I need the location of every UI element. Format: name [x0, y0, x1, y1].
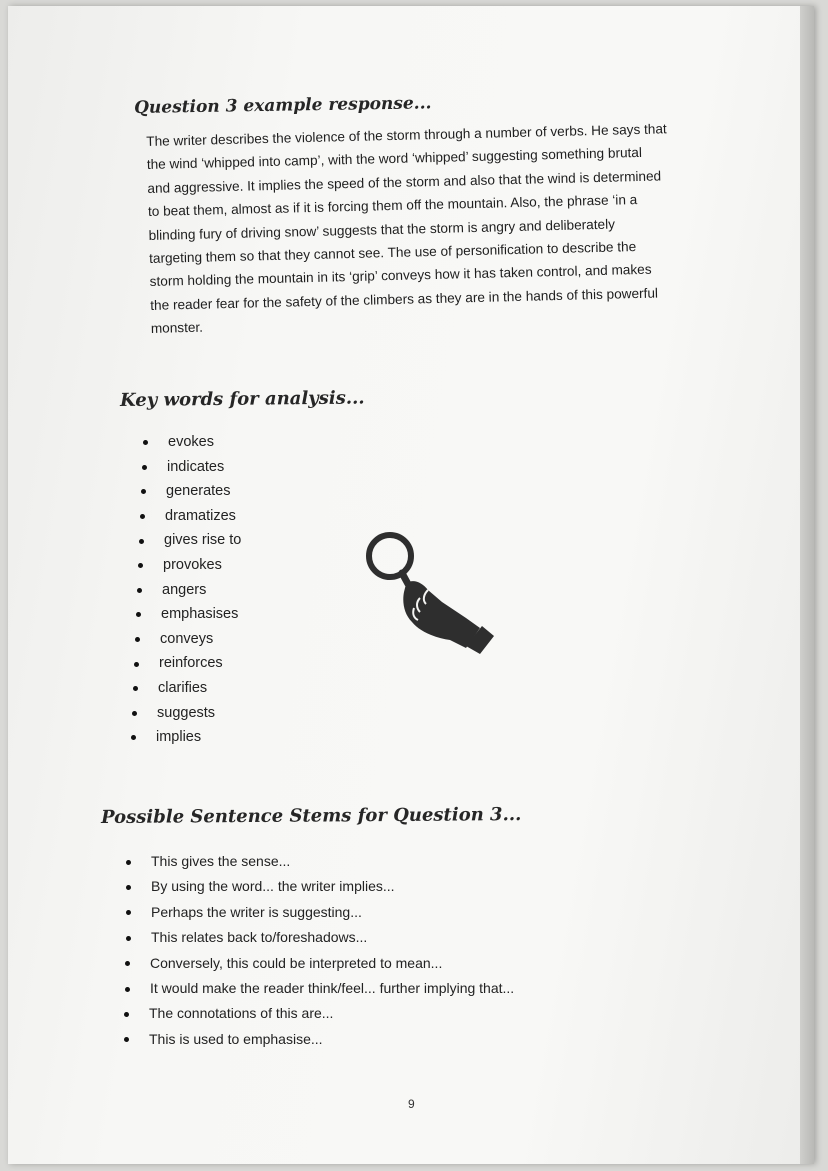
key-words-heading: Key words for analysis...: [120, 387, 365, 411]
sentence-stem-item: The connotations of this are...: [149, 1001, 514, 1026]
sentence-stem-item: Perhaps the writer is suggesting...: [151, 900, 514, 925]
sentence-stem-item: This is used to emphasise...: [149, 1027, 514, 1052]
sentence-stem-item: By using the word... the writer implies...: [151, 874, 514, 899]
page-number: 9: [408, 1097, 415, 1111]
worksheet-page: [8, 6, 814, 1164]
sentence-stems-heading: Possible Sentence Stems for Question 3...: [101, 804, 522, 828]
example-response-paragraph: [146, 115, 763, 341]
key-word-item: reinforces: [159, 651, 241, 676]
key-word-item: dramatizes: [165, 504, 241, 529]
page-edge-shadow: [800, 6, 814, 1164]
key-word-item: conveys: [160, 627, 241, 652]
key-word-item: emphasises: [161, 602, 241, 627]
paragraph-line: The writer describes the violence of the storm through a number of verbs. He says that: [146, 121, 667, 149]
key-word-item: implies: [156, 725, 241, 750]
sentence-stem-item: Conversely, this could be interpreted to mean...: [150, 951, 514, 976]
sentence-stem-item: It would make the reader think/feel... further implying that...: [150, 976, 514, 1001]
key-word-item: indicates: [167, 455, 241, 480]
paragraph-line: monster.: [150, 319, 204, 337]
paragraph-line: storm holding the mountain in its ‘grip’ conveys how it has taken control, and makes: [149, 262, 652, 290]
sentence-stem-item: This gives the sense...: [151, 849, 514, 874]
key-word-item: evokes: [168, 430, 241, 455]
paragraph-line: blinding fury of driving snow’ suggests that the storm is angry and deliberately: [148, 216, 616, 243]
sentence-stems-list: [151, 849, 514, 1052]
sentence-stem-item: This relates back to/foreshadows...: [151, 925, 514, 950]
key-word-item: gives rise to: [164, 528, 241, 553]
key-words-list: [156, 430, 242, 750]
key-word-item: provokes: [163, 553, 241, 578]
key-word-item: suggests: [157, 701, 241, 726]
paragraph-line: to beat them, almost as if it is forcing them off the mountain. Also, the phrase ‘in a: [147, 192, 638, 220]
paragraph-line: targeting them so that they cannot see. The use of personification to describe the: [148, 239, 637, 266]
key-word-item: clarifies: [158, 676, 241, 701]
paragraph-line: and aggressive. It implies the speed of the storm and also that the wind is determined: [147, 168, 662, 196]
paragraph-line: the reader fear for the safety of the climbers as they are in the hands of this powerful: [150, 285, 659, 313]
key-word-item: generates: [166, 479, 241, 504]
question-3-heading: Question 3 example response...: [134, 93, 432, 118]
paragraph-line: the wind ‘whipped into camp’, with the word ‘whipped’ suggesting something brutal: [146, 145, 643, 173]
magnifying-glass-hand-icon: [362, 528, 494, 658]
key-word-item: angers: [162, 578, 241, 603]
